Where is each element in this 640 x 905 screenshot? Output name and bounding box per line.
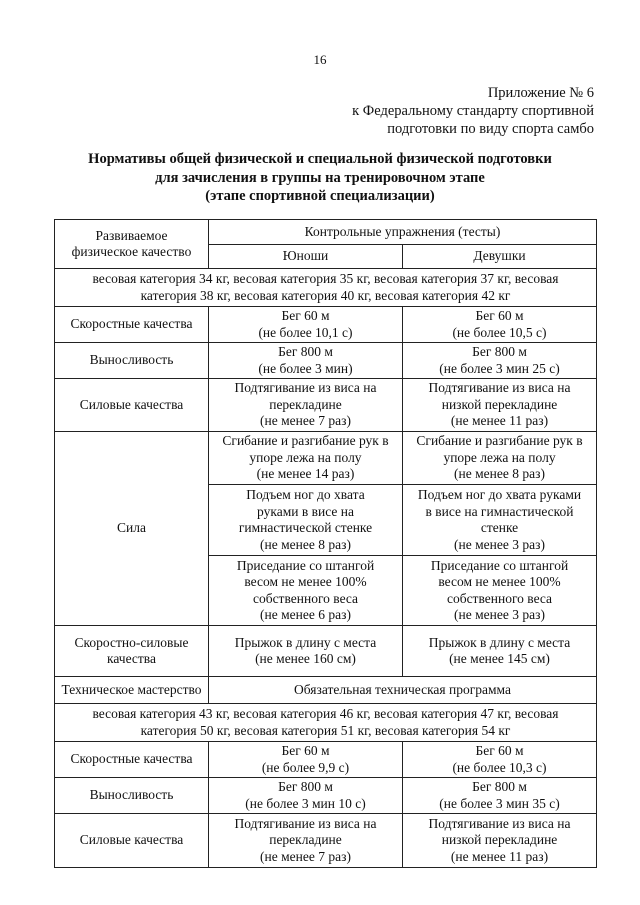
cell-line: Подтягивание из виса на [428,815,571,831]
title-line-3: (этапе спортивной специализации) [205,188,435,204]
cell-line: (не более 10,3 с) [452,759,547,775]
quality-endurance-1: Выносливость [55,343,209,379]
cell-line: (не более 10,5 с) [452,324,547,340]
table-row [55,379,597,432]
appendix-line-1: Приложение № 6 [487,85,594,101]
cell-line: Скоростно-силовые [74,634,189,650]
cell-line: перекладине [269,832,342,848]
cell-line: руками в висе на [257,503,354,519]
title-line-2: для зачисления в группы на тренировочном этапе [155,169,485,186]
cell-line: Бег 800 м [472,779,527,794]
cell-line: (не более 3 мин 25 с) [439,360,560,376]
cell-line: Сгибание и разгибание рук в [222,433,389,449]
cell-line: собственного веса [446,590,553,606]
table-row [55,343,597,379]
cell-line: (не более 3 мин 10 с) [245,795,366,811]
pushups-boys [209,432,403,485]
cell-line: Бег 60 м [475,308,524,323]
cell-line: собственного веса [252,590,359,606]
cell-line: низкой перекладине [441,396,558,412]
weight-categories-1-line-1: весовая категория 34 кг, весовая категория 35 кг, весовая категория 37 кг, весовая [92,271,559,286]
cell-line: Бег 800 м [472,344,527,359]
table-row [55,677,597,704]
strength-qualities-1-boys [209,379,403,432]
table-row [55,814,597,868]
cell-line: (не менее 3 раз) [454,536,545,552]
cell-line: (не более 3 мин 35 с) [439,795,560,811]
cell-line: Бег 60 м [281,308,330,323]
cell-line: качества [106,651,156,666]
cell-line: Бег 60 м [281,743,330,758]
technique-program: Обязательная техническая программа [209,677,597,704]
weight-categories-2 [55,704,597,742]
endurance-2-boys [209,778,403,814]
quality-strength-qualities-2: Силовые качества [55,814,209,868]
cell-line: (не менее 145 см) [449,651,550,666]
cell-line: упоре лежа на полу [249,449,362,465]
cell-line: в висе на гимнастической [425,503,574,519]
appendix-line-3: подготовки по виду спорта самбо [387,121,594,137]
header-quality-line-2: физическое качество [71,244,192,259]
speed-strength-girls [403,626,597,677]
speed-1-girls [403,307,597,343]
cell-line: Прыжок в длину с места [428,634,571,650]
cell-line: весом не менее 100% [244,574,367,589]
table-row [55,742,597,778]
endurance-1-girls [403,343,597,379]
cell-line: (не менее 8 раз) [260,536,351,552]
header-quality [55,220,209,269]
cell-line: (не более 10,1 с) [258,324,353,340]
cell-line: перекладине [269,396,342,412]
leg-raise-boys [209,485,403,556]
table-row [55,307,597,343]
quality-strength-qualities-1: Силовые качества [55,379,209,432]
cell-line: стенке [480,520,519,535]
cell-line: гимнастической стенке [238,520,373,535]
cell-line: Подъем ног до хвата [246,487,365,502]
cell-line: Прыжок в длину с места [234,634,377,650]
cell-line: Сгибание и разгибание рук в [416,433,583,449]
page-number: 16 [313,52,327,67]
cell-line: (не более 9,9 с) [261,759,350,775]
weight-categories-2-line-1: весовая категория 43 кг, весовая категория 46 кг, весовая категория 47 кг, весовая [92,706,559,721]
strength-qualities-2-girls [403,814,597,868]
cell-line: весом не менее 100% [438,574,561,589]
cell-line: Приседание со штангой [236,557,375,573]
table-row [55,432,597,485]
header-girls: Девушки [403,245,597,269]
cell-line: (не менее 14 раз) [256,466,355,482]
squat-girls [403,556,597,626]
quality-technique: Техническое мастерство [55,677,209,704]
cell-line: Бег 800 м [278,779,333,794]
cell-line: (не менее 7 раз) [260,413,351,429]
quality-endurance-2: Выносливость [55,778,209,814]
cell-line: упоре лежа на полу [443,449,556,465]
norms-table [54,219,597,868]
cell-line: (не менее 11 раз) [450,848,549,864]
cell-line: Подтягивание из виса на [234,380,377,396]
speed-1-boys [209,307,403,343]
squat-boys [209,556,403,626]
cell-line: низкой перекладине [441,832,558,848]
header-tests: Контрольные упражнения (тесты) [209,220,597,245]
title-line-1: Нормативы общей физической и специальной физической подготовки [88,151,552,167]
speed-strength-boys [209,626,403,677]
cell-line: Бег 800 м [278,344,333,359]
cell-line: (не менее 8 раз) [454,466,545,482]
weight-categories-1 [55,269,597,307]
leg-raise-girls [403,485,597,556]
cell-line: (не менее 7 раз) [260,848,351,864]
speed-2-boys [209,742,403,778]
weight-categories-2-line-2: категория 50 кг, весовая категория 51 кг, весовая категория 54 кг [140,722,511,738]
cell-line: (не более 3 мин) [258,360,353,376]
document-title [40,150,600,206]
header-boys: Юноши [209,245,403,269]
quality-speed-strength [55,626,209,677]
pushups-girls [403,432,597,485]
table-row [55,626,597,677]
cell-line: (не менее 11 раз) [450,413,549,429]
cell-line: Бег 60 м [475,743,524,758]
strength-qualities-2-boys [209,814,403,868]
appendix-block [352,84,594,138]
header-quality-line-1: Развиваемое [95,227,168,243]
appendix-line-2: к Федеральному стандарту спортивной [352,103,594,119]
speed-2-girls [403,742,597,778]
quality-strength: Сила [55,432,209,626]
cell-line: (не менее 160 см) [255,651,356,666]
table-row [55,778,597,814]
cell-line: Подтягивание из виса на [428,380,571,396]
quality-speed-1: Скоростные качества [55,307,209,343]
quality-speed-2: Скоростные качества [55,742,209,778]
strength-qualities-1-girls [403,379,597,432]
endurance-1-boys [209,343,403,379]
weight-categories-1-line-2: категория 38 кг, весовая категория 40 кг, весовая категория 42 кг [140,287,511,303]
cell-line: Подтягивание из виса на [234,815,377,831]
cell-line: (не менее 6 раз) [260,607,351,622]
cell-line: Приседание со штангой [430,557,569,573]
endurance-2-girls [403,778,597,814]
cell-line: (не менее 3 раз) [454,607,545,622]
cell-line: Подъем ног до хвата руками [417,487,582,502]
